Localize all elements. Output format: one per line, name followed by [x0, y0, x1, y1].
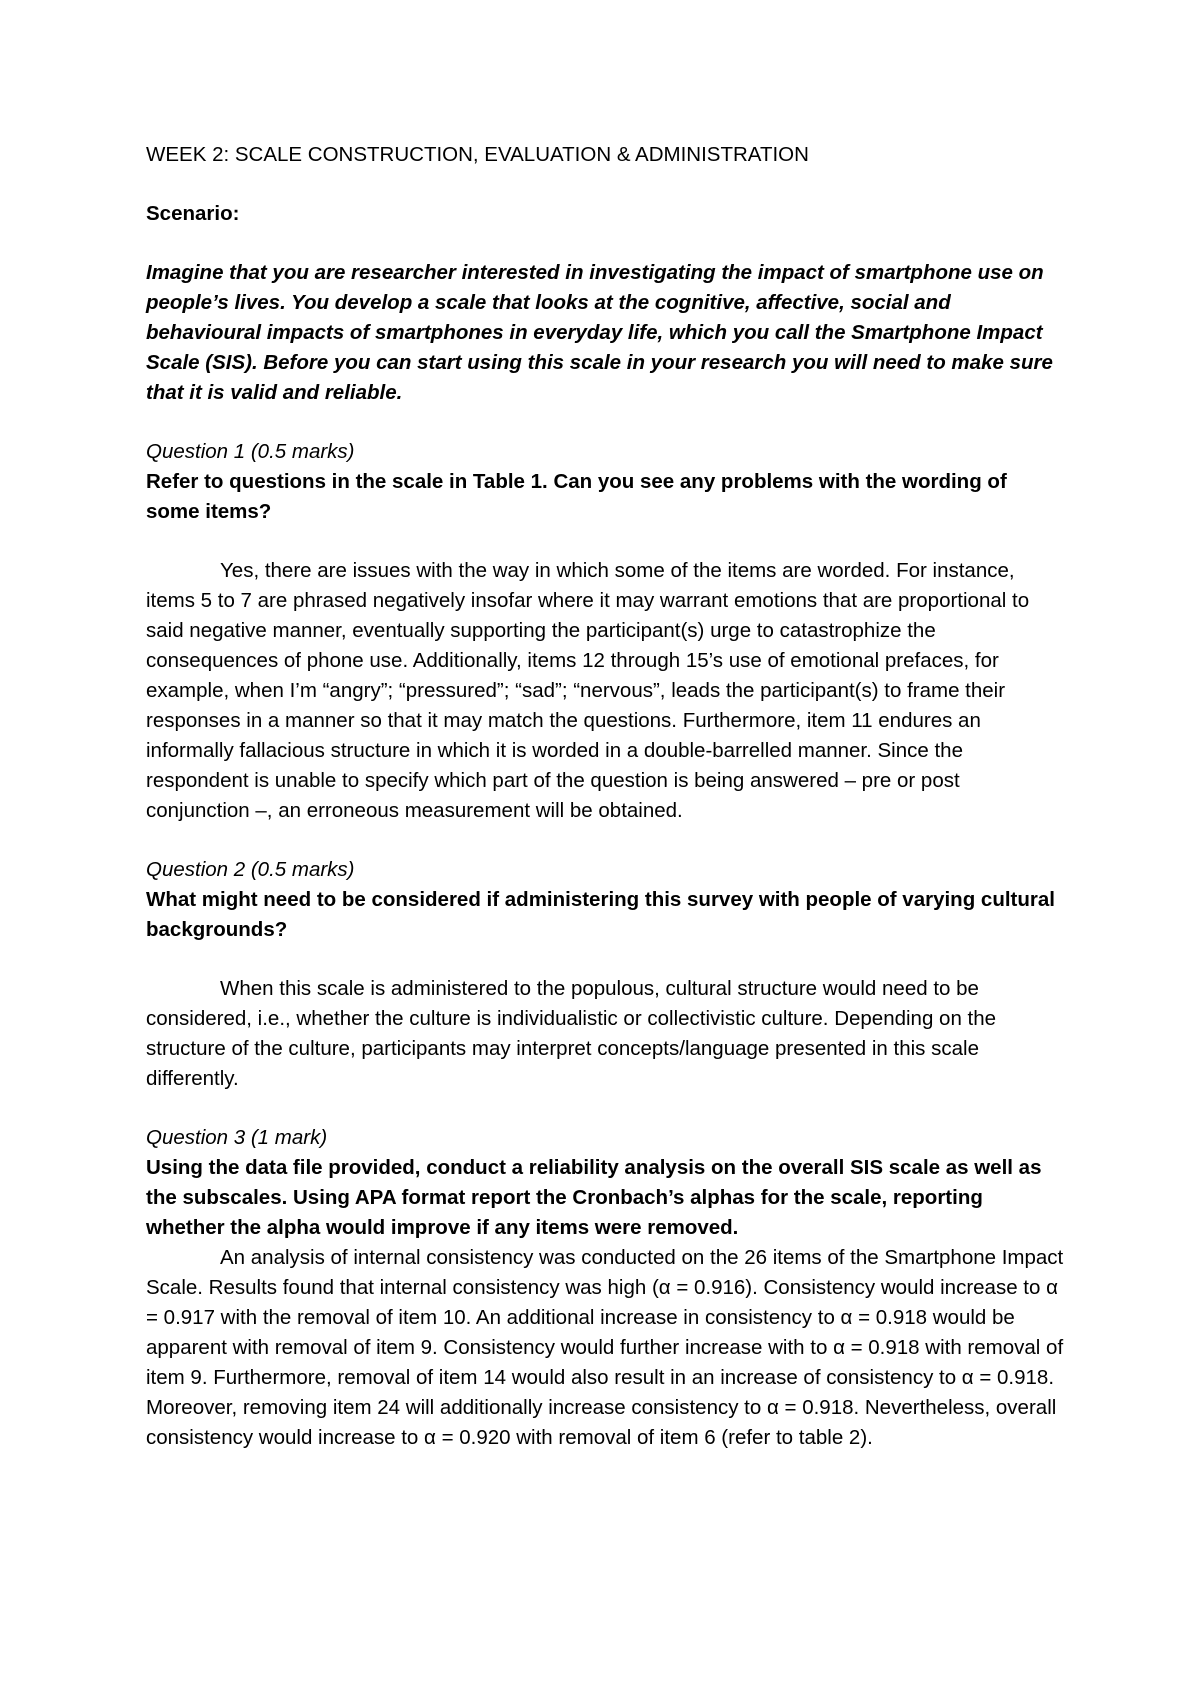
document-page	[146, 140, 1066, 1482]
question-2-prompt: What might need to be considered if administering this survey with people of varying cultural backgrounds?	[146, 888, 1055, 941]
question-3-prompt: Using the data file provided, conduct a reliability analysis on the overall SIS scale as well as the subscales. Using APA format report the Cronbach’s alphas for the scale, reporting whether the alpha would improve if any items were removed.	[146, 1156, 1042, 1239]
question-1-heading: Question 1 (0.5 marks)	[146, 440, 355, 463]
question-2-heading: Question 2 (0.5 marks)	[146, 858, 355, 881]
scenario-text: Imagine that you are researcher interested in investigating the impact of smartphone use on people’s lives. You develop a scale that looks at the cognitive, affective, social and behavioural impacts of smartphones in everyday life, which you call the Smartphone Impact Scale (SIS). Before you can start using this scale in your research you will need to make sure that it is valid and reliable.	[146, 261, 1053, 404]
question-1-prompt: Refer to questions in the scale in Table 1. Can you see any problems with the wording of some items?	[146, 470, 1007, 523]
question-3-answer: An analysis of internal consistency was conducted on the 26 items of the Smartphone Impact Scale. Results found that internal consistency was high (α = 0.916). Consistency would increase to α = 0.917 with the removal of item 10. An additional increase in consistency to α = 0.918 would be apparent with removal of item 9. Consistency would further increase with to α = 0.918 with removal of item 9. Furthermore, removal of item 14 would also result in an increase of consistency to α = 0.918. Moreover, removing item 24 will additionally increase consistency to α = 0.918. Nevertheless, overall consistency would increase to α = 0.920 with removal of item 6 (refer to table 2).	[146, 1246, 1064, 1449]
scenario-label: Scenario:	[146, 202, 240, 225]
question-3-heading: Question 3 (1 mark)	[146, 1126, 328, 1149]
question-2-answer: When this scale is administered to the populous, cultural structure would need to be considered, i.e., whether the culture is individualistic or collectivistic culture. Depending on the structure of the culture, participants may interpret concepts/language presented in this scale differently.	[146, 977, 997, 1090]
question-1-answer: Yes, there are issues with the way in which some of the items are worded. For instance, items 5 to 7 are phrased negatively insofar where it may warrant emotions that are proportional to said negative manner, eventually supporting the participant(s) urge to catastrophize the consequences of phone use. Additionally, items 12 through 15’s use of emotional prefaces, for example, when I’m “angry”; “pressured”; “sad”; “nervous”, leads the participant(s) to frame their responses in a manner so that it may match the questions. Furthermore, item 11 endures an informally fallacious structure in which it is worded in a double-barrelled manner. Since the respondent is unable to specify which part of the question is being answered – pre or post conjunction –, an erroneous measurement will be obtained.	[146, 559, 1030, 822]
page-title: WEEK 2: SCALE CONSTRUCTION, EVALUATION & ADMINISTRATION	[146, 143, 809, 166]
